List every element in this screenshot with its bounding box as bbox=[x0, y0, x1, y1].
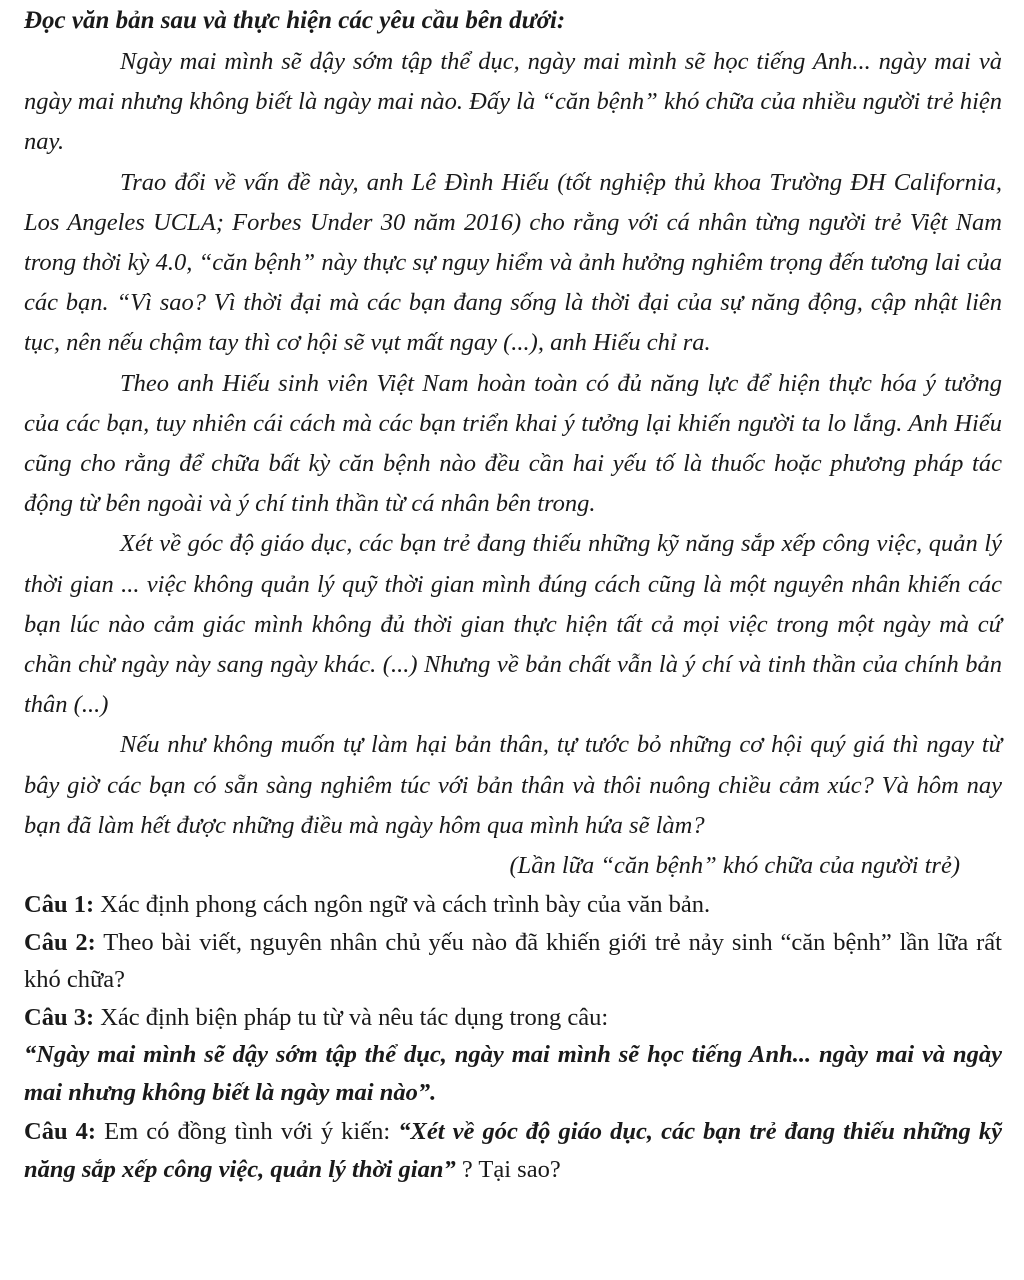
passage-paragraph-1: Ngày mai mình sẽ dậy sớm tập thể dục, ngày mai mình sẽ học tiếng Anh... ngày mai và ngày mai nhưng không biết là ngày mai nào. Đấy là “căn bệnh” khó chữa của nhiều người trẻ hiện nay. bbox=[24, 48, 1002, 156]
question-3-quote-text: “Ngày mai mình sẽ dậy sớm tập thể dục, ngày mai mình sẽ học tiếng Anh... ngày mai và ngày mai nhưng không biết là ngày mai nào”. bbox=[24, 1041, 1002, 1106]
passage-paragraph-4: Xét về góc độ giáo dục, các bạn trẻ đang thiếu những kỹ năng sắp xếp công việc, quản lý thời gian ... việc không quản lý quỹ thời gian mình đúng cách cũng là một nguyên nhân khiến các bạn lúc nào cảm giác mình không đủ thời gian thực hiện tất cả mọi việc trong một ngày mà cứ chần chừ ngày này sang ngày khác. (...) Nhưng về bản chất vẫn là ý chí và tinh thần của chính bản thân (...) bbox=[24, 530, 1002, 719]
question-4-tail: ? Tại sao? bbox=[455, 1155, 561, 1183]
question-4-emphasis: “Xét về góc độ giáo dục, các bạn trẻ đang thiếu những kỹ năng sắp xếp công việc, quản lý thời gian” bbox=[24, 1118, 1002, 1183]
source-citation: (Lần lữa “căn bệnh” khó chữa của người trẻ) bbox=[509, 852, 960, 880]
passage-paragraph-5: Nếu như không muốn tự làm hại bản thân, tự tước bỏ những cơ hội quý giá thì ngay từ bây giờ các bạn có sẵn sàng nghiêm túc với bản thân và thôi nuông chiều cảm xúc? Và hôm nay bạn đã làm hết được những điều mà ngày hôm qua mình hứa sẽ làm? bbox=[24, 731, 1002, 839]
question-4-label: Câu 4: bbox=[24, 1118, 97, 1146]
question-3-quote bbox=[24, 1036, 1002, 1111]
question-2-label: Câu 2: bbox=[24, 928, 96, 956]
question-1 bbox=[24, 886, 1002, 924]
instruction-heading: Đọc văn bản sau và thực hiện các yêu cầu bên dưới: bbox=[24, 7, 566, 34]
question-4 bbox=[24, 1113, 1002, 1188]
question-2 bbox=[24, 924, 1002, 999]
question-3 bbox=[24, 999, 1002, 1037]
question-1-label: Câu 1: bbox=[24, 891, 95, 919]
question-3-text: Xác định biện pháp tu từ và nêu tác dụng trong câu: bbox=[94, 1003, 609, 1031]
passage-paragraph-3: Theo anh Hiếu sinh viên Việt Nam hoàn toàn có đủ năng lực để hiện thực hóa ý tưởng của các bạn, tuy nhiên cái cách mà các bạn triển khai ý tưởng lại khiến người ta lo lắng. Anh Hiếu cũng cho rằng để chữa bất kỳ căn bệnh nào đều cần hai yếu tố là thuốc hoặc phương pháp tác động từ bên ngoài và ý chí tinh thần từ cá nhân bên trong. bbox=[24, 369, 1002, 518]
passage-paragraph-2: Trao đổi về vấn đề này, anh Lê Đình Hiếu (tốt nghiệp thủ khoa Trường ĐH California, Los Angeles UCLA; Forbes Under 30 năm 2016) cho rằng với cá nhân từng người trẻ Việt Nam trong thời kỳ 4.0, “căn bệnh” này thực sự nguy hiểm và ảnh hưởng nghiêm trọng đến tương lai của các bạn. “Vì sao? Vì thời đại mà các bạn đang sống là thời đại của sự năng động, cập nhật liên tục, nên nếu chậm tay thì cơ hội sẽ vụt mất ngay (...), anh Hiếu chỉ ra. bbox=[24, 168, 1002, 357]
question-3-label: Câu 3: bbox=[24, 1003, 95, 1031]
question-2-text: Theo bài viết, nguyên nhân chủ yếu nào đã khiến giới trẻ nảy sinh “căn bệnh” lần lữa rất khó chữa? bbox=[24, 928, 1002, 994]
question-4-text: Em có đồng tình với ý kiến: bbox=[96, 1118, 399, 1146]
question-1-text: Xác định phong cách ngôn ngữ và cách trình bày của văn bản. bbox=[94, 891, 711, 919]
